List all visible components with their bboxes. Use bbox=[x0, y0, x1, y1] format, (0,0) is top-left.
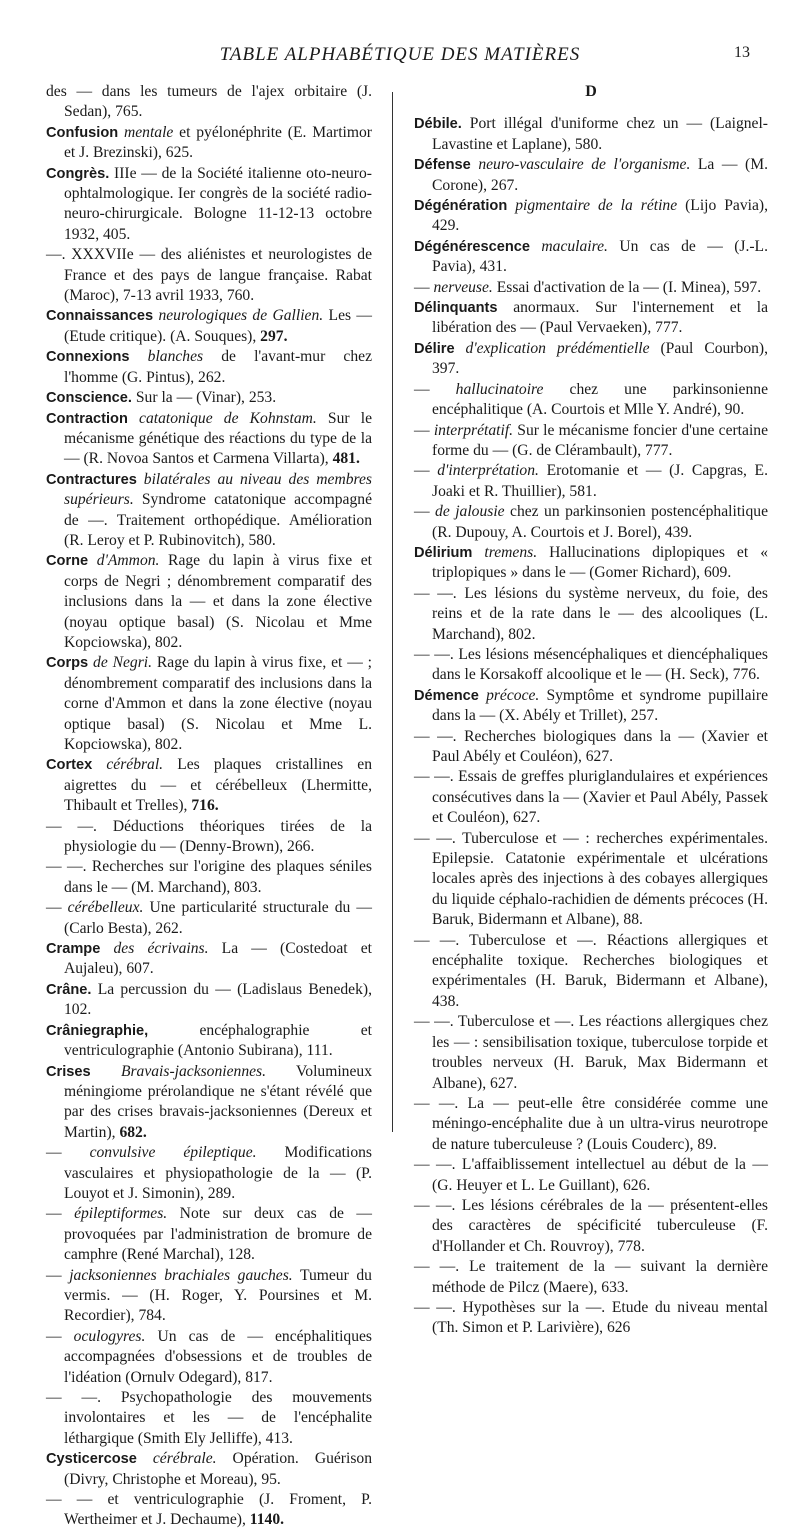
index-entry bbox=[46, 82, 372, 123]
index-entry bbox=[414, 1094, 768, 1155]
entry-headword: Démence bbox=[414, 687, 479, 704]
entry-text: — —. Les lésions du système nerveux, du foie, des reins et de la rate dans le — des alcooliques (L. Marchand), 802. bbox=[414, 584, 768, 643]
entry-text: La percussion du — (Ladislaus Benedek), 102. bbox=[64, 980, 372, 1019]
index-entry bbox=[414, 114, 768, 155]
index-entry bbox=[414, 237, 768, 278]
index-entry bbox=[46, 817, 372, 858]
entry-text: — —. Recherches biologiques dans la — (Xavier et Paul Abély et Couléon), 627. bbox=[414, 727, 768, 765]
entry-headword: Cysticercose bbox=[46, 1451, 137, 1468]
index-entry bbox=[46, 1143, 372, 1204]
entry-headword: Contraction bbox=[46, 410, 128, 427]
entry-text: — bbox=[414, 278, 434, 296]
entry-text: — bbox=[414, 462, 438, 480]
entry-text bbox=[128, 410, 139, 427]
index-entry bbox=[46, 245, 372, 306]
entry-text: anormaux. Sur l'internement et la libération des — (Paul Vervaeken), 777. bbox=[432, 299, 768, 337]
entry-text: de l'avant-mur chez l'homme (G. Pintus), 262. bbox=[64, 348, 372, 386]
entry-subject: cérébelleux. bbox=[67, 899, 144, 917]
entry-text: chez une parkinsonienne encéphalitique (A. Courtois et Mlle Y. André), 90. bbox=[432, 380, 768, 419]
entry-text: — — et ventriculographie (J. Froment, P. Wertheimer et J. Dechaume), bbox=[46, 1491, 372, 1529]
right-entries bbox=[414, 114, 768, 1338]
entry-subject: d'interprétation. bbox=[437, 462, 539, 480]
entry-text bbox=[100, 940, 113, 957]
index-entry bbox=[46, 347, 372, 388]
index-entry bbox=[414, 1012, 768, 1094]
index-entry bbox=[46, 755, 372, 816]
index-entry bbox=[414, 767, 768, 828]
index-entry bbox=[46, 653, 372, 755]
entry-text: 481. bbox=[332, 450, 360, 468]
index-entry bbox=[414, 1155, 768, 1196]
entry-headword: Cortex bbox=[46, 757, 93, 774]
index-entry bbox=[414, 645, 768, 686]
entry-text: Port illégal d'uniforme chez un — (Laignel-Lavastine et Laplane), 580. bbox=[432, 115, 768, 153]
index-entry bbox=[46, 409, 372, 470]
entry-text: 1140. bbox=[249, 1511, 285, 1529]
index-entry bbox=[46, 164, 372, 246]
entry-text: Hallucinations diplopiques et « triplopiques » dans le — (Gomer Richard), 609. bbox=[432, 543, 768, 582]
running-title: TABLE ALPHABÉTIQUE DES MATIÈRES bbox=[219, 44, 581, 65]
entry-text: Symptôme et syndrome pupillaire dans la — (X. Abély et Trillet), 257. bbox=[432, 686, 768, 725]
entry-text: — —. La — peut-elle être considérée comme une méningo-encéphalite due à un ultra-virus neurotrope de nature tuberculeuse ? (Louis Couderc), 89. bbox=[414, 1094, 768, 1153]
index-entry bbox=[46, 1062, 372, 1144]
entry-text: 682. bbox=[119, 1123, 147, 1141]
index-entry bbox=[414, 196, 768, 237]
entry-text: Volumineux méningiome prérolandique ne s'étant révélé que par des crises bravais-jacksoniennes (Dereux et Martin), bbox=[64, 1062, 372, 1141]
entry-headword: Congrès. bbox=[46, 165, 110, 182]
index-entry bbox=[46, 1204, 372, 1265]
entry-text bbox=[88, 552, 97, 569]
section-letter: D bbox=[585, 83, 597, 100]
entry-headword: Crâniegraphie, bbox=[46, 1022, 149, 1039]
entry-text: — —. L'affaiblissement intellectuel au début de la — (G. Heuyer et L. Le Guillant), 626. bbox=[414, 1156, 768, 1194]
entry-text: chez un parkinsonien postencéphalitique (R. Dupouy, A. Courtois et J. Borel), 439. bbox=[432, 503, 768, 541]
entry-subject: épileptiformes. bbox=[74, 1205, 168, 1223]
entry-subject: convulsive épileptique. bbox=[89, 1144, 257, 1162]
right-column bbox=[414, 82, 768, 1339]
index-entry bbox=[414, 339, 768, 380]
entry-subject: d'Ammon. bbox=[96, 552, 160, 570]
entry-headword: Délinquants bbox=[414, 300, 498, 317]
index-entry bbox=[46, 470, 372, 552]
entry-text: encéphalographie et ventriculographie (Antonio Subirana), 111. bbox=[64, 1021, 372, 1060]
entry-subject: nerveuse. bbox=[433, 278, 493, 296]
entry-subject: précoce. bbox=[486, 686, 540, 704]
entry-text: Sur le mécanisme foncier d'une certaine forme du — (G. de Clérambault), 777. bbox=[432, 421, 768, 459]
index-entry bbox=[46, 939, 372, 980]
index-entry bbox=[46, 306, 372, 347]
entry-text: — —. Recherches sur l'origine des plaques séniles dans le — (M. Marchand), 803. bbox=[46, 858, 372, 896]
entry-text: — bbox=[46, 1205, 75, 1223]
entry-headword: Corps bbox=[46, 655, 89, 672]
entry-headword: Délire bbox=[414, 340, 455, 357]
entry-subject: interprétatif. bbox=[433, 421, 514, 439]
entry-subject: neuro-vasculaire de l'organisme. bbox=[478, 156, 691, 174]
entry-headword: Délirium bbox=[414, 544, 473, 561]
entry-subject: oculogyres. bbox=[73, 1327, 146, 1345]
entry-subject: d'explication prédémentielle bbox=[465, 339, 650, 357]
entry-text bbox=[91, 1063, 121, 1080]
index-entry bbox=[46, 123, 372, 164]
entry-text: — —. Tuberculose et —. Les réactions allergiques chez les — : sensibilisation toxique, tuberculose torpide et troubles nerveux (H. Baruk, Max Bidermann et Albane), 627. bbox=[414, 1013, 768, 1092]
entry-headword: Corne bbox=[46, 553, 89, 570]
entry-text: — bbox=[46, 899, 68, 917]
entry-headword: Dégénérescence bbox=[414, 238, 531, 255]
index-entry bbox=[414, 584, 768, 645]
entry-text bbox=[530, 238, 541, 255]
entry-text: — —. Tuberculose et — : recherches expérimentales. Epilepsie. Catatonie expérimentale et ulcérations locales après des injections à des cobayes allergiques du liquide céphalo-rachidien de déments précoces (H. Baruk, Bidermann et Albane), 88. bbox=[414, 829, 768, 929]
entry-text: Un cas de — encéphalitiques accompagnées d'obsessions et de troubles de l'idéation (Ornulv Odegard), 817. bbox=[64, 1327, 372, 1386]
entry-text: Opération. Guérison (Divry, Christophe et Moreau), 95. bbox=[64, 1450, 372, 1488]
entry-text: 716. bbox=[191, 797, 219, 815]
entry-text: et pyélonéphrite (E. Martimor et J. Brezinski), 625. bbox=[64, 123, 372, 162]
index-entry bbox=[46, 898, 372, 939]
entry-text: (Lijo Pavia), 429. bbox=[432, 197, 768, 235]
entry-headword: Connaissances bbox=[46, 308, 154, 325]
index-entry bbox=[414, 155, 768, 196]
entry-text: Un cas de — (J.-L. Pavia), 431. bbox=[432, 237, 768, 276]
entry-text: Essai d'activation de la — (I. Minea), 597. bbox=[492, 278, 762, 296]
index-entry bbox=[46, 1388, 372, 1449]
index-entry bbox=[46, 388, 372, 408]
entry-text bbox=[479, 687, 486, 704]
entry-headword: Défense bbox=[414, 157, 471, 174]
entry-subject: bilatérales au niveau des membres supérieurs. bbox=[64, 470, 372, 509]
entry-headword: Contractures bbox=[46, 471, 137, 488]
entry-text bbox=[130, 348, 148, 365]
entry-headword: Crampe bbox=[46, 941, 101, 958]
page-number: 13 bbox=[734, 44, 750, 61]
entry-text: Sur le mécanisme génétique des réactions du type de la — (R. Novoa Santos et Carmena Villarta), bbox=[64, 409, 372, 468]
index-entry bbox=[414, 380, 768, 421]
index-entry bbox=[414, 931, 768, 1013]
entry-subject: des écrivains. bbox=[113, 940, 209, 958]
entry-text: — —. Hypothèses sur la —. Etude du niveau mental (Th. Simon et P. Larivière), 626 bbox=[414, 1298, 768, 1337]
index-entry bbox=[414, 421, 768, 462]
index-entry bbox=[46, 1266, 372, 1327]
entry-text bbox=[455, 340, 466, 357]
entry-text: Rage du lapin à virus fixe et corps de Negri ; dénombrement comparatif des inclusions dans la — et dans la zone élective (noyau optique basal) (S. Nicolau et Mme Kopciowska), 802. bbox=[64, 552, 372, 651]
index-entry bbox=[46, 1449, 372, 1490]
entry-headword: Débile. bbox=[414, 116, 462, 133]
entry-headword: Crises bbox=[46, 1063, 91, 1080]
entry-subject: cérébral. bbox=[106, 756, 164, 774]
entry-text: Erotomanie et — (J. Capgras, E. Joaki et R. Thuillier), 581. bbox=[432, 462, 768, 500]
left-column bbox=[46, 82, 372, 1531]
index-entry bbox=[414, 502, 768, 543]
entry-text: — bbox=[414, 503, 436, 521]
entry-text: — —. Déductions théoriques tirées de la physiologie du — (Denny-Brown), 266. bbox=[46, 817, 372, 856]
entry-text: — bbox=[46, 1266, 70, 1284]
index-entry bbox=[414, 829, 768, 931]
entry-text: — bbox=[46, 1327, 74, 1345]
index-entry bbox=[46, 1490, 372, 1531]
index-entry bbox=[414, 1298, 768, 1339]
entry-text: Sur la — (Vinar), 253. bbox=[131, 389, 277, 407]
entry-text: Tumeur du vermis. — (H. Roger, Y. Poursines et M. Recordier), 784. bbox=[64, 1266, 372, 1325]
entry-headword: Connexions bbox=[46, 349, 130, 366]
entry-text bbox=[137, 471, 144, 488]
entry-subject: maculaire. bbox=[541, 237, 608, 255]
entry-text: — —. Le traitement de la — suivant la dernière méthode de Pilcz (Maere), 633. bbox=[414, 1258, 768, 1296]
index-entry bbox=[46, 980, 372, 1021]
entry-headword: Dégénération bbox=[414, 198, 508, 215]
entry-subject: pigmentaire de la rétine bbox=[515, 197, 678, 215]
entry-headword: Crâne. bbox=[46, 981, 92, 998]
entry-text: — —. Psychopathologie des mouvements involontaires et les — de l'encéphalite léthargique (Smith Ely Jelliffe), 413. bbox=[46, 1389, 372, 1447]
entry-text: — —. Les lésions cérébrales de la — présentent-elles des caractères de spécificité tuberculeuse (F. d'Hollander et Ch. Rouvroy), 778. bbox=[414, 1196, 768, 1255]
index-entry bbox=[414, 461, 768, 502]
entry-text: La — (Costedoat et Aujaleu), 607. bbox=[64, 940, 372, 978]
entry-text: — —. Les lésions mésencéphaliques et diencéphaliques dans le Korsakoff alcoolique et le — (H. Seck), 776. bbox=[414, 645, 768, 684]
entry-subject: cérébrale. bbox=[152, 1450, 217, 1468]
index-entry bbox=[414, 298, 768, 339]
entry-subject: mentale bbox=[123, 123, 174, 141]
entry-text bbox=[137, 1450, 153, 1467]
entry-subject: de jalousie bbox=[435, 503, 505, 521]
index-entry bbox=[414, 686, 768, 727]
index-entry bbox=[46, 1021, 372, 1062]
entry-text: des — dans les tumeurs de l'ajex orbitaire (J. Sedan), 765. bbox=[46, 83, 372, 121]
index-entry bbox=[414, 278, 768, 298]
entry-text: Une particularité structurale du — (Carlo Besta), 262. bbox=[64, 899, 372, 937]
entry-text: Rage du lapin à virus fixe, et — ; dénombrement comparatif des inclusions dans la corne d'Ammon et dans la zone élective (noyau optique basal) (S. Nicolau et Mme L. Kopciowska), 802. bbox=[64, 654, 372, 753]
entry-text: — —. Essais de greffes pluriglandulaires et expériences consécutives dans la — (Xavier et Paul Abély, Passek et Couléon), 627. bbox=[414, 768, 768, 827]
index-entry bbox=[414, 543, 768, 584]
entry-subject: blanches bbox=[147, 348, 204, 366]
index-entry bbox=[414, 727, 768, 768]
entry-headword: Conscience. bbox=[46, 390, 132, 407]
entry-subject: jacksoniennes brachiales gauches. bbox=[69, 1266, 293, 1284]
index-entry bbox=[414, 1257, 768, 1298]
entry-text: —. XXXVIIe — des aliénistes et neurologistes de France et des pays de langue française. Rabat (Maroc), 7-13 avril 1933, 760. bbox=[46, 246, 372, 305]
entry-text: — bbox=[414, 421, 434, 439]
entry-text: Note sur deux cas de — provoquées par l'administration de bromure de camphre (René Marchal), 128. bbox=[64, 1205, 372, 1264]
index-entry bbox=[46, 1327, 372, 1388]
entry-text: (Paul Courbon), 397. bbox=[432, 339, 768, 378]
index-entry bbox=[414, 1196, 768, 1257]
index-entry bbox=[46, 551, 372, 653]
entry-text bbox=[472, 544, 484, 561]
index-entry bbox=[46, 857, 372, 898]
entry-text: — —. Tuberculose et —. Réactions allergiques et encéphalite toxique. Recherches biologiques et expérimentales (H. Baruk, Bidermann et Albane), 438. bbox=[414, 931, 768, 1010]
entry-subject: Bravais-jacksoniennes. bbox=[120, 1062, 267, 1080]
entry-text: — bbox=[414, 380, 456, 398]
entry-subject: catatonique de Kohnstam. bbox=[139, 409, 317, 427]
entry-subject: de Negri. bbox=[93, 654, 153, 672]
entry-headword: Confusion bbox=[46, 124, 119, 141]
column-divider bbox=[392, 92, 393, 1132]
entry-text bbox=[92, 756, 106, 773]
entry-text: La — (M. Corone), 267. bbox=[432, 156, 768, 194]
entry-text: 297. bbox=[260, 327, 288, 345]
entry-text: — bbox=[46, 1144, 90, 1162]
entry-subject: neurologiques de Gallien. bbox=[158, 307, 324, 325]
entry-text: Modifications vasculaires et physiopathologie de la — (P. Louyot et J. Simonin), 289. bbox=[64, 1144, 373, 1202]
entry-text: Les plaques cristallines en aigrettes du — et cérébelleux (Lhermitte, Thibault et Trelles), bbox=[64, 756, 372, 815]
entry-text: Syndrome catatonique accompagné de —. Traitement orthopédique. Amélioration (R. Leroy et P. Rubinovitch), 580. bbox=[64, 491, 372, 549]
entry-text: IIIe — de la Société italienne oto-neuro-ophtalmologique. Ier congrès de la société radio-neuro-chirurgicale. Bologne 11-12-13 octobre 1932, 405. bbox=[64, 164, 372, 243]
entry-text: Les — (Etude critique). (A. Souques), bbox=[64, 307, 372, 345]
entry-subject: tremens. bbox=[484, 543, 538, 561]
entry-subject: hallucinatoire bbox=[455, 380, 544, 398]
